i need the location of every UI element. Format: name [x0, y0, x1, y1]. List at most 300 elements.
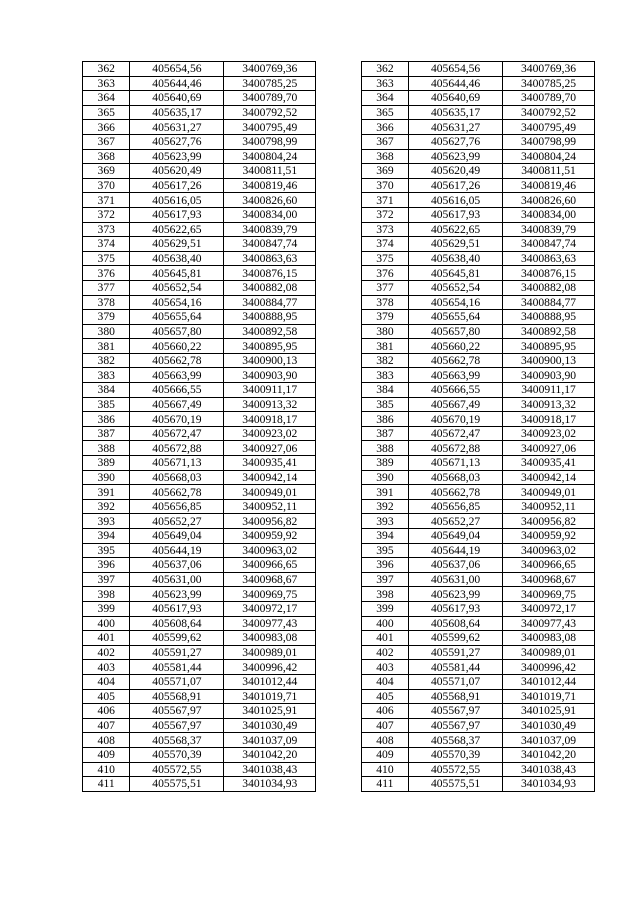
y-coordinate-cell: 3400819,46	[224, 178, 316, 193]
x-coordinate-cell: 405654,16	[409, 295, 503, 310]
y-coordinate-cell: 3400923,02	[503, 426, 595, 441]
point-number-cell: 398	[361, 587, 408, 602]
table-row	[83, 412, 595, 427]
x-coordinate-cell: 405631,00	[130, 572, 224, 587]
x-coordinate-cell: 405657,80	[409, 324, 503, 339]
x-coordinate-cell: 405568,91	[130, 689, 224, 704]
point-number-cell: 397	[361, 572, 408, 587]
point-number-cell: 393	[83, 514, 130, 529]
y-coordinate-cell: 3400811,51	[224, 164, 316, 179]
x-coordinate-cell: 405591,27	[409, 645, 503, 660]
point-number-cell: 410	[361, 762, 408, 777]
x-coordinate-cell: 405622,65	[130, 222, 224, 237]
column-separator	[316, 134, 361, 149]
point-number-cell: 370	[83, 178, 130, 193]
x-coordinate-cell: 405645,81	[409, 266, 503, 281]
point-number-cell: 370	[361, 178, 408, 193]
column-separator	[316, 674, 361, 689]
column-separator	[316, 76, 361, 91]
x-coordinate-cell: 405672,47	[130, 426, 224, 441]
y-coordinate-cell: 3400900,13	[503, 353, 595, 368]
x-coordinate-cell: 405617,26	[409, 178, 503, 193]
table-row	[83, 178, 595, 193]
y-coordinate-cell: 3401025,91	[503, 704, 595, 719]
point-number-cell: 411	[361, 777, 408, 792]
point-number-cell: 376	[361, 266, 408, 281]
point-number-cell: 382	[83, 353, 130, 368]
point-number-cell: 382	[361, 353, 408, 368]
y-coordinate-cell: 3400949,01	[503, 485, 595, 500]
point-number-cell: 367	[83, 134, 130, 149]
column-separator	[316, 456, 361, 471]
x-coordinate-cell: 405568,37	[130, 733, 224, 748]
column-separator	[316, 280, 361, 295]
point-number-cell: 410	[83, 762, 130, 777]
x-coordinate-cell: 405581,44	[409, 660, 503, 675]
y-coordinate-cell: 3400942,14	[503, 470, 595, 485]
point-number-cell: 387	[361, 426, 408, 441]
y-coordinate-cell: 3400884,77	[503, 295, 595, 310]
x-coordinate-cell: 405629,51	[409, 237, 503, 252]
point-number-cell: 409	[361, 747, 408, 762]
point-number-cell: 391	[83, 485, 130, 500]
table-row	[83, 353, 595, 368]
x-coordinate-cell: 405629,51	[130, 237, 224, 252]
point-number-cell: 374	[83, 237, 130, 252]
table-row	[83, 164, 595, 179]
point-number-cell: 377	[83, 280, 130, 295]
y-coordinate-cell: 3400795,49	[503, 120, 595, 135]
point-number-cell: 388	[361, 441, 408, 456]
table-row	[83, 222, 595, 237]
x-coordinate-cell: 405627,76	[130, 134, 224, 149]
point-number-cell: 389	[361, 456, 408, 471]
x-coordinate-cell: 405663,99	[409, 368, 503, 383]
x-coordinate-cell: 405599,62	[130, 631, 224, 646]
point-number-cell: 400	[83, 616, 130, 631]
point-number-cell: 365	[361, 105, 408, 120]
point-number-cell: 368	[361, 149, 408, 164]
column-separator	[316, 733, 361, 748]
y-coordinate-cell: 3400826,60	[224, 193, 316, 208]
x-coordinate-cell: 405645,81	[130, 266, 224, 281]
y-coordinate-cell: 3400798,99	[224, 134, 316, 149]
y-coordinate-cell: 3400977,43	[224, 616, 316, 631]
point-number-cell: 392	[83, 499, 130, 514]
point-number-cell: 394	[83, 529, 130, 544]
point-number-cell: 386	[361, 412, 408, 427]
point-number-cell: 372	[83, 207, 130, 222]
x-coordinate-cell: 405649,04	[409, 529, 503, 544]
y-coordinate-cell: 3400792,52	[224, 105, 316, 120]
column-separator	[316, 397, 361, 412]
column-separator	[316, 485, 361, 500]
point-number-cell: 374	[361, 237, 408, 252]
column-separator	[316, 105, 361, 120]
column-separator	[316, 601, 361, 616]
point-number-cell: 364	[361, 91, 408, 106]
point-number-cell: 393	[361, 514, 408, 529]
y-coordinate-cell: 3401030,49	[503, 718, 595, 733]
point-number-cell: 366	[83, 120, 130, 135]
column-separator	[316, 295, 361, 310]
point-number-cell: 389	[83, 456, 130, 471]
column-separator	[316, 514, 361, 529]
x-coordinate-cell: 405591,27	[130, 645, 224, 660]
y-coordinate-cell: 3400956,82	[224, 514, 316, 529]
x-coordinate-cell: 405570,39	[130, 747, 224, 762]
y-coordinate-cell: 3400795,49	[224, 120, 316, 135]
column-separator	[316, 777, 361, 792]
y-coordinate-cell: 3400911,17	[503, 383, 595, 398]
column-separator	[316, 689, 361, 704]
coordinates-table	[82, 61, 595, 792]
table-row	[83, 426, 595, 441]
x-coordinate-cell: 405572,55	[130, 762, 224, 777]
x-coordinate-cell: 405670,19	[409, 412, 503, 427]
point-number-cell: 406	[361, 704, 408, 719]
table-row	[83, 529, 595, 544]
point-number-cell: 404	[83, 674, 130, 689]
table-row	[83, 207, 595, 222]
x-coordinate-cell: 405667,49	[130, 397, 224, 412]
table-row	[83, 62, 595, 77]
table-row	[83, 266, 595, 281]
column-separator	[316, 149, 361, 164]
point-number-cell: 401	[83, 631, 130, 646]
y-coordinate-cell: 3400900,13	[224, 353, 316, 368]
y-coordinate-cell: 3400983,08	[503, 631, 595, 646]
y-coordinate-cell: 3400977,43	[503, 616, 595, 631]
point-number-cell: 379	[83, 310, 130, 325]
x-coordinate-cell: 405568,37	[409, 733, 503, 748]
column-separator	[316, 222, 361, 237]
x-coordinate-cell: 405644,19	[409, 543, 503, 558]
y-coordinate-cell: 3400913,32	[503, 397, 595, 412]
column-separator	[316, 266, 361, 281]
column-separator	[316, 207, 361, 222]
y-coordinate-cell: 3400966,65	[224, 558, 316, 573]
coordinates-table-body	[83, 62, 595, 792]
y-coordinate-cell: 3400989,01	[503, 645, 595, 660]
x-coordinate-cell: 405672,47	[409, 426, 503, 441]
x-coordinate-cell: 405644,19	[130, 543, 224, 558]
column-separator	[316, 426, 361, 441]
x-coordinate-cell: 405567,97	[130, 704, 224, 719]
y-coordinate-cell: 3400769,36	[224, 62, 316, 77]
y-coordinate-cell: 3400969,75	[224, 587, 316, 602]
y-coordinate-cell: 3400972,17	[224, 601, 316, 616]
table-row	[83, 587, 595, 602]
point-number-cell: 396	[361, 558, 408, 573]
y-coordinate-cell: 3400989,01	[224, 645, 316, 660]
column-separator	[316, 237, 361, 252]
point-number-cell: 383	[361, 368, 408, 383]
point-number-cell: 380	[361, 324, 408, 339]
x-coordinate-cell: 405572,55	[409, 762, 503, 777]
x-coordinate-cell: 405623,99	[409, 149, 503, 164]
table-row	[83, 645, 595, 660]
point-number-cell: 402	[361, 645, 408, 660]
x-coordinate-cell: 405654,56	[409, 62, 503, 77]
column-separator	[316, 441, 361, 456]
y-coordinate-cell: 3400819,46	[503, 178, 595, 193]
x-coordinate-cell: 405672,88	[130, 441, 224, 456]
y-coordinate-cell: 3400968,67	[503, 572, 595, 587]
x-coordinate-cell: 405660,22	[409, 339, 503, 354]
table-row	[83, 91, 595, 106]
table-row	[83, 149, 595, 164]
y-coordinate-cell: 3401042,20	[503, 747, 595, 762]
x-coordinate-cell: 405635,17	[409, 105, 503, 120]
point-number-cell: 369	[83, 164, 130, 179]
y-coordinate-cell: 3400918,17	[503, 412, 595, 427]
point-number-cell: 399	[83, 601, 130, 616]
point-number-cell: 378	[361, 295, 408, 310]
y-coordinate-cell: 3401034,93	[503, 777, 595, 792]
point-number-cell: 375	[361, 251, 408, 266]
point-number-cell: 387	[83, 426, 130, 441]
table-row	[83, 674, 595, 689]
x-coordinate-cell: 405638,40	[130, 251, 224, 266]
point-number-cell: 383	[83, 368, 130, 383]
table-row	[83, 704, 595, 719]
point-number-cell: 400	[361, 616, 408, 631]
column-separator	[316, 310, 361, 325]
y-coordinate-cell: 3400785,25	[503, 76, 595, 91]
x-coordinate-cell: 405667,49	[409, 397, 503, 412]
column-separator	[316, 616, 361, 631]
x-coordinate-cell: 405668,03	[409, 470, 503, 485]
table-row	[83, 733, 595, 748]
point-number-cell: 376	[83, 266, 130, 281]
y-coordinate-cell: 3400949,01	[224, 485, 316, 500]
column-separator	[316, 91, 361, 106]
x-coordinate-cell: 405671,13	[130, 456, 224, 471]
table-row	[83, 777, 595, 792]
column-separator	[316, 470, 361, 485]
y-coordinate-cell: 3400895,95	[224, 339, 316, 354]
column-separator	[316, 660, 361, 675]
table-row	[83, 76, 595, 91]
point-number-cell: 401	[361, 631, 408, 646]
y-coordinate-cell: 3400882,08	[503, 280, 595, 295]
x-coordinate-cell: 405570,39	[409, 747, 503, 762]
y-coordinate-cell: 3400888,95	[503, 310, 595, 325]
point-number-cell: 403	[83, 660, 130, 675]
y-coordinate-cell: 3401012,44	[503, 674, 595, 689]
x-coordinate-cell: 405622,65	[409, 222, 503, 237]
column-separator	[316, 704, 361, 719]
point-number-cell: 385	[361, 397, 408, 412]
point-number-cell: 406	[83, 704, 130, 719]
column-separator	[316, 631, 361, 646]
y-coordinate-cell: 3400888,95	[224, 310, 316, 325]
point-number-cell: 362	[361, 62, 408, 77]
x-coordinate-cell: 405670,19	[130, 412, 224, 427]
x-coordinate-cell: 405627,76	[409, 134, 503, 149]
point-number-cell: 377	[361, 280, 408, 295]
x-coordinate-cell: 405581,44	[130, 660, 224, 675]
column-separator	[316, 499, 361, 514]
y-coordinate-cell: 3400847,74	[224, 237, 316, 252]
x-coordinate-cell: 405655,64	[409, 310, 503, 325]
column-separator	[316, 543, 361, 558]
y-coordinate-cell: 3400963,02	[224, 543, 316, 558]
table-row	[83, 280, 595, 295]
point-number-cell: 371	[361, 193, 408, 208]
x-coordinate-cell: 405644,46	[130, 76, 224, 91]
x-coordinate-cell: 405649,04	[130, 529, 224, 544]
y-coordinate-cell: 3400952,11	[503, 499, 595, 514]
column-separator	[316, 324, 361, 339]
table-row	[83, 237, 595, 252]
y-coordinate-cell: 3400969,75	[503, 587, 595, 602]
y-coordinate-cell: 3400826,60	[503, 193, 595, 208]
table-row	[83, 310, 595, 325]
x-coordinate-cell: 405666,55	[130, 383, 224, 398]
y-coordinate-cell: 3400792,52	[503, 105, 595, 120]
x-coordinate-cell: 405599,62	[409, 631, 503, 646]
point-number-cell: 373	[83, 222, 130, 237]
y-coordinate-cell: 3401025,91	[224, 704, 316, 719]
table-row	[83, 558, 595, 573]
point-number-cell: 402	[83, 645, 130, 660]
table-row	[83, 251, 595, 266]
table-row	[83, 295, 595, 310]
x-coordinate-cell: 405623,99	[409, 587, 503, 602]
point-number-cell: 391	[361, 485, 408, 500]
y-coordinate-cell: 3400942,14	[224, 470, 316, 485]
x-coordinate-cell: 405616,05	[409, 193, 503, 208]
x-coordinate-cell: 405575,51	[409, 777, 503, 792]
x-coordinate-cell: 405571,07	[130, 674, 224, 689]
table-row	[83, 601, 595, 616]
y-coordinate-cell: 3401042,20	[224, 747, 316, 762]
point-number-cell: 395	[83, 543, 130, 558]
point-number-cell: 365	[83, 105, 130, 120]
x-coordinate-cell: 405617,26	[130, 178, 224, 193]
y-coordinate-cell: 3400834,00	[224, 207, 316, 222]
x-coordinate-cell: 405608,64	[130, 616, 224, 631]
y-coordinate-cell: 3400966,65	[503, 558, 595, 573]
point-number-cell: 407	[83, 718, 130, 733]
y-coordinate-cell: 3400959,92	[224, 529, 316, 544]
x-coordinate-cell: 405617,93	[130, 207, 224, 222]
x-coordinate-cell: 405656,85	[409, 499, 503, 514]
x-coordinate-cell: 405608,64	[409, 616, 503, 631]
point-number-cell: 385	[83, 397, 130, 412]
x-coordinate-cell: 405568,91	[409, 689, 503, 704]
x-coordinate-cell: 405617,93	[130, 601, 224, 616]
y-coordinate-cell: 3400789,70	[503, 91, 595, 106]
column-separator	[316, 164, 361, 179]
y-coordinate-cell: 3400882,08	[224, 280, 316, 295]
x-coordinate-cell: 405617,93	[409, 207, 503, 222]
column-separator	[316, 339, 361, 354]
point-number-cell: 403	[361, 660, 408, 675]
point-number-cell: 366	[361, 120, 408, 135]
table-row	[83, 470, 595, 485]
point-number-cell: 363	[83, 76, 130, 91]
x-coordinate-cell: 405640,69	[409, 91, 503, 106]
table-row	[83, 572, 595, 587]
point-number-cell: 409	[83, 747, 130, 762]
y-coordinate-cell: 3400895,95	[503, 339, 595, 354]
x-coordinate-cell: 405567,97	[409, 704, 503, 719]
x-coordinate-cell: 405662,78	[409, 485, 503, 500]
point-number-cell: 411	[83, 777, 130, 792]
table-row	[83, 718, 595, 733]
x-coordinate-cell: 405620,49	[409, 164, 503, 179]
point-number-cell: 405	[361, 689, 408, 704]
y-coordinate-cell: 3401019,71	[224, 689, 316, 704]
point-number-cell: 394	[361, 529, 408, 544]
point-number-cell: 399	[361, 601, 408, 616]
x-coordinate-cell: 405666,55	[409, 383, 503, 398]
y-coordinate-cell: 3400903,90	[503, 368, 595, 383]
point-number-cell: 362	[83, 62, 130, 77]
x-coordinate-cell: 405660,22	[130, 339, 224, 354]
table-row	[83, 120, 595, 135]
column-separator	[316, 747, 361, 762]
y-coordinate-cell: 3400839,79	[224, 222, 316, 237]
y-coordinate-cell: 3400769,36	[503, 62, 595, 77]
table-row	[83, 660, 595, 675]
point-number-cell: 388	[83, 441, 130, 456]
y-coordinate-cell: 3400983,08	[224, 631, 316, 646]
x-coordinate-cell: 405637,06	[409, 558, 503, 573]
point-number-cell: 386	[83, 412, 130, 427]
table-row	[83, 747, 595, 762]
x-coordinate-cell: 405623,99	[130, 587, 224, 602]
y-coordinate-cell: 3400956,82	[503, 514, 595, 529]
y-coordinate-cell: 3400834,00	[503, 207, 595, 222]
point-number-cell: 378	[83, 295, 130, 310]
table-row	[83, 383, 595, 398]
point-number-cell: 408	[83, 733, 130, 748]
column-separator	[316, 193, 361, 208]
point-number-cell: 405	[83, 689, 130, 704]
table-row	[83, 441, 595, 456]
y-coordinate-cell: 3400952,11	[224, 499, 316, 514]
x-coordinate-cell: 405631,27	[130, 120, 224, 135]
x-coordinate-cell: 405662,78	[130, 353, 224, 368]
y-coordinate-cell: 3400927,06	[224, 441, 316, 456]
x-coordinate-cell: 405652,54	[409, 280, 503, 295]
x-coordinate-cell: 405571,07	[409, 674, 503, 689]
y-coordinate-cell: 3400839,79	[503, 222, 595, 237]
column-separator	[316, 572, 361, 587]
y-coordinate-cell: 3400863,63	[503, 251, 595, 266]
y-coordinate-cell: 3400804,24	[224, 149, 316, 164]
y-coordinate-cell: 3401030,49	[224, 718, 316, 733]
y-coordinate-cell: 3400911,17	[224, 383, 316, 398]
y-coordinate-cell: 3401012,44	[224, 674, 316, 689]
column-separator	[316, 383, 361, 398]
y-coordinate-cell: 3400847,74	[503, 237, 595, 252]
point-number-cell: 381	[361, 339, 408, 354]
column-separator	[316, 178, 361, 193]
x-coordinate-cell: 405567,97	[130, 718, 224, 733]
x-coordinate-cell: 405652,27	[409, 514, 503, 529]
x-coordinate-cell: 405654,56	[130, 62, 224, 77]
point-number-cell: 364	[83, 91, 130, 106]
point-number-cell: 380	[83, 324, 130, 339]
y-coordinate-cell: 3400892,58	[503, 324, 595, 339]
column-separator	[316, 62, 361, 77]
table-row	[83, 368, 595, 383]
